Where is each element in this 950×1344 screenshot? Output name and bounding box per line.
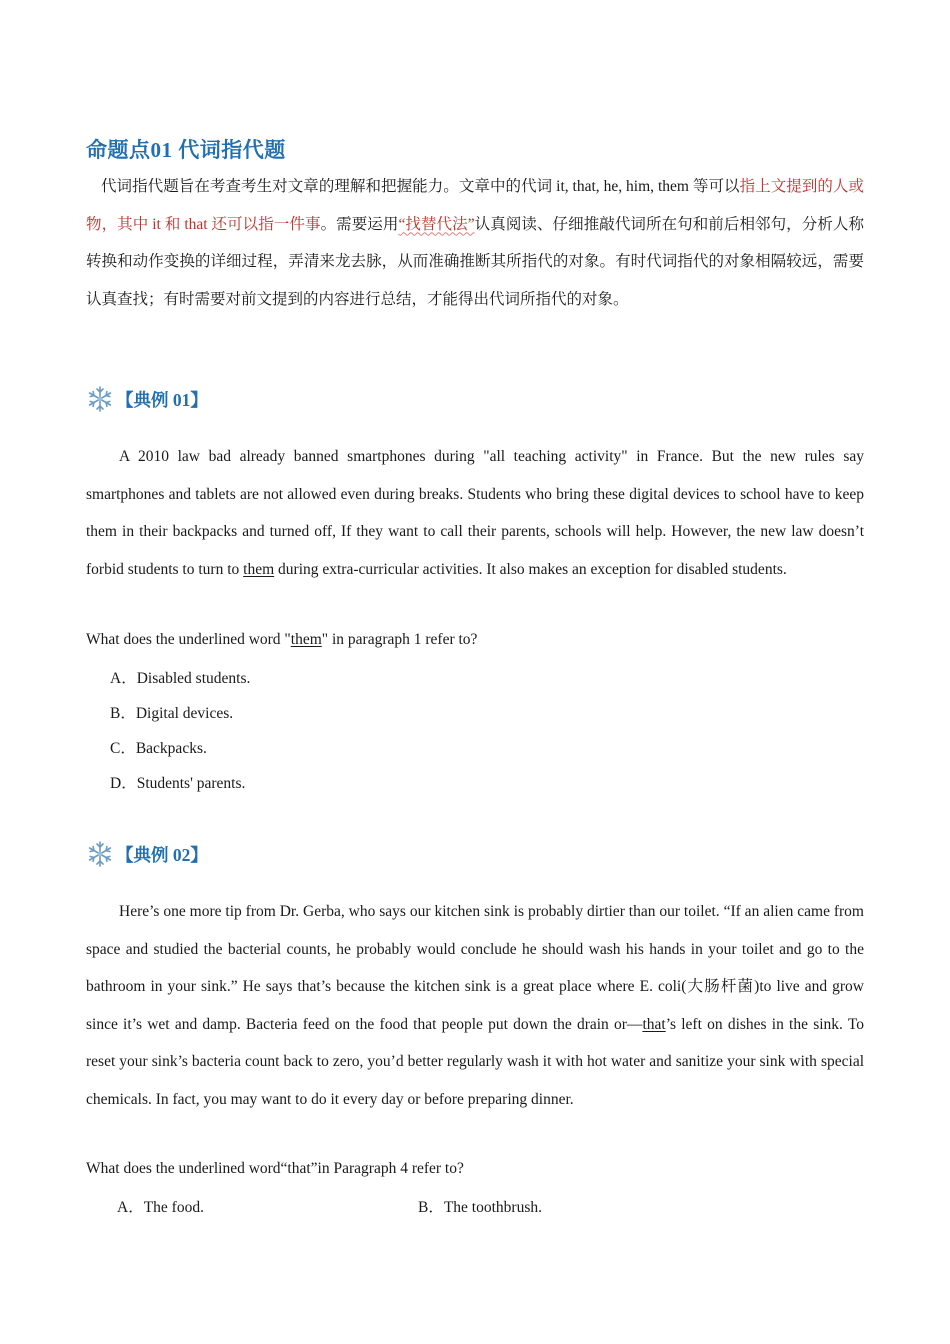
intro-text-1: 代词指代题旨在考查考生对文章的理解和把握能力。文章中的代词 it, that, he, him, them 等可以 [101, 178, 740, 195]
option-a[interactable]: A．Disabled students. [110, 670, 251, 687]
example-01-question [86, 631, 477, 649]
option-c[interactable]: C．Backpacks. [110, 740, 207, 757]
intro-paragraph [86, 168, 864, 318]
snowflake-icon [86, 385, 114, 413]
section-heading: 命题点01 代词指代题 [86, 138, 286, 162]
intro-method-term: “找替代法” [398, 215, 475, 233]
underlined-word: that [642, 1015, 666, 1033]
example-label: 【典例 01】 [116, 389, 208, 410]
passage-text: Here’s one more tip from Dr. Gerba, who says our kitchen sink is probably dirtier than our toilet. “If an alien came from space and studied the bacterial counts, he probably would conclude he should wash his hands in your toilet and go to the bathroom in your sink.” He says that’s because the kitchen sink is a great place where E. coli(大肠杆菌)to live and grow since it’s wet and damp. Bacteria feed on the food that people put down the drain or— [86, 903, 864, 1033]
option-b[interactable]: B．The toothbrush. [418, 1199, 542, 1216]
question-text: " in paragraph 1 refer to? [321, 631, 478, 648]
intro-text-2: 。需要运用 [320, 215, 399, 233]
example-01-title [86, 382, 208, 416]
intro-highlight: 指上文提到的人或物，其中 it 和 that 还可以指一件事 [86, 178, 864, 233]
example-02-passage [86, 893, 864, 1118]
snowflake-icon [86, 840, 114, 868]
option-a[interactable]: A．The food. [117, 1199, 204, 1216]
question-text: What does the underlined word " [86, 631, 291, 648]
example-label: 【典例 02】 [116, 844, 208, 865]
intro-text-3: 认真阅读、仔细推敲代词所在句和前后相邻句，分析人称转换和动作变换的详细过程，弄清来龙去脉，从而准确推断其所指代的对象。有时代词指代的对象相隔较远，需要认真查找；有时需要对前文提到的内容进行总结，才能得出代词所指代的对象。 [86, 215, 864, 308]
underlined-word: them [243, 560, 275, 578]
underlined-word: them [290, 631, 322, 648]
example-02-question: What does the underlined word“that”in Paragraph 4 refer to? [86, 1160, 464, 1177]
passage-text: during extra-curricular activities. It also makes an exception for disabled students. [274, 560, 787, 578]
example-02-title [86, 837, 208, 871]
option-d[interactable]: D．Students' parents. [110, 775, 246, 792]
option-b[interactable]: B．Digital devices. [110, 705, 234, 722]
example-01-passage [86, 438, 864, 588]
passage-text: A 2010 law bad already banned smartphones during "all teaching activity" in France. But the new rules say smartphones and tablets are not allowed even during breaks. Students who bring these digital devices to school have to keep them in their backpacks and turned off, If they want to call their parents, schools will help. However, the new law doesn’t forbid students to turn to [86, 448, 864, 578]
passage-text: ’s left on dishes in the sink. To reset your sink’s bacteria count back to zero, you’d better regularly wash it with hot water and sanitize your sink with special chemicals. In fact, you may want to do it every day or before preparing dinner. [86, 1015, 864, 1108]
